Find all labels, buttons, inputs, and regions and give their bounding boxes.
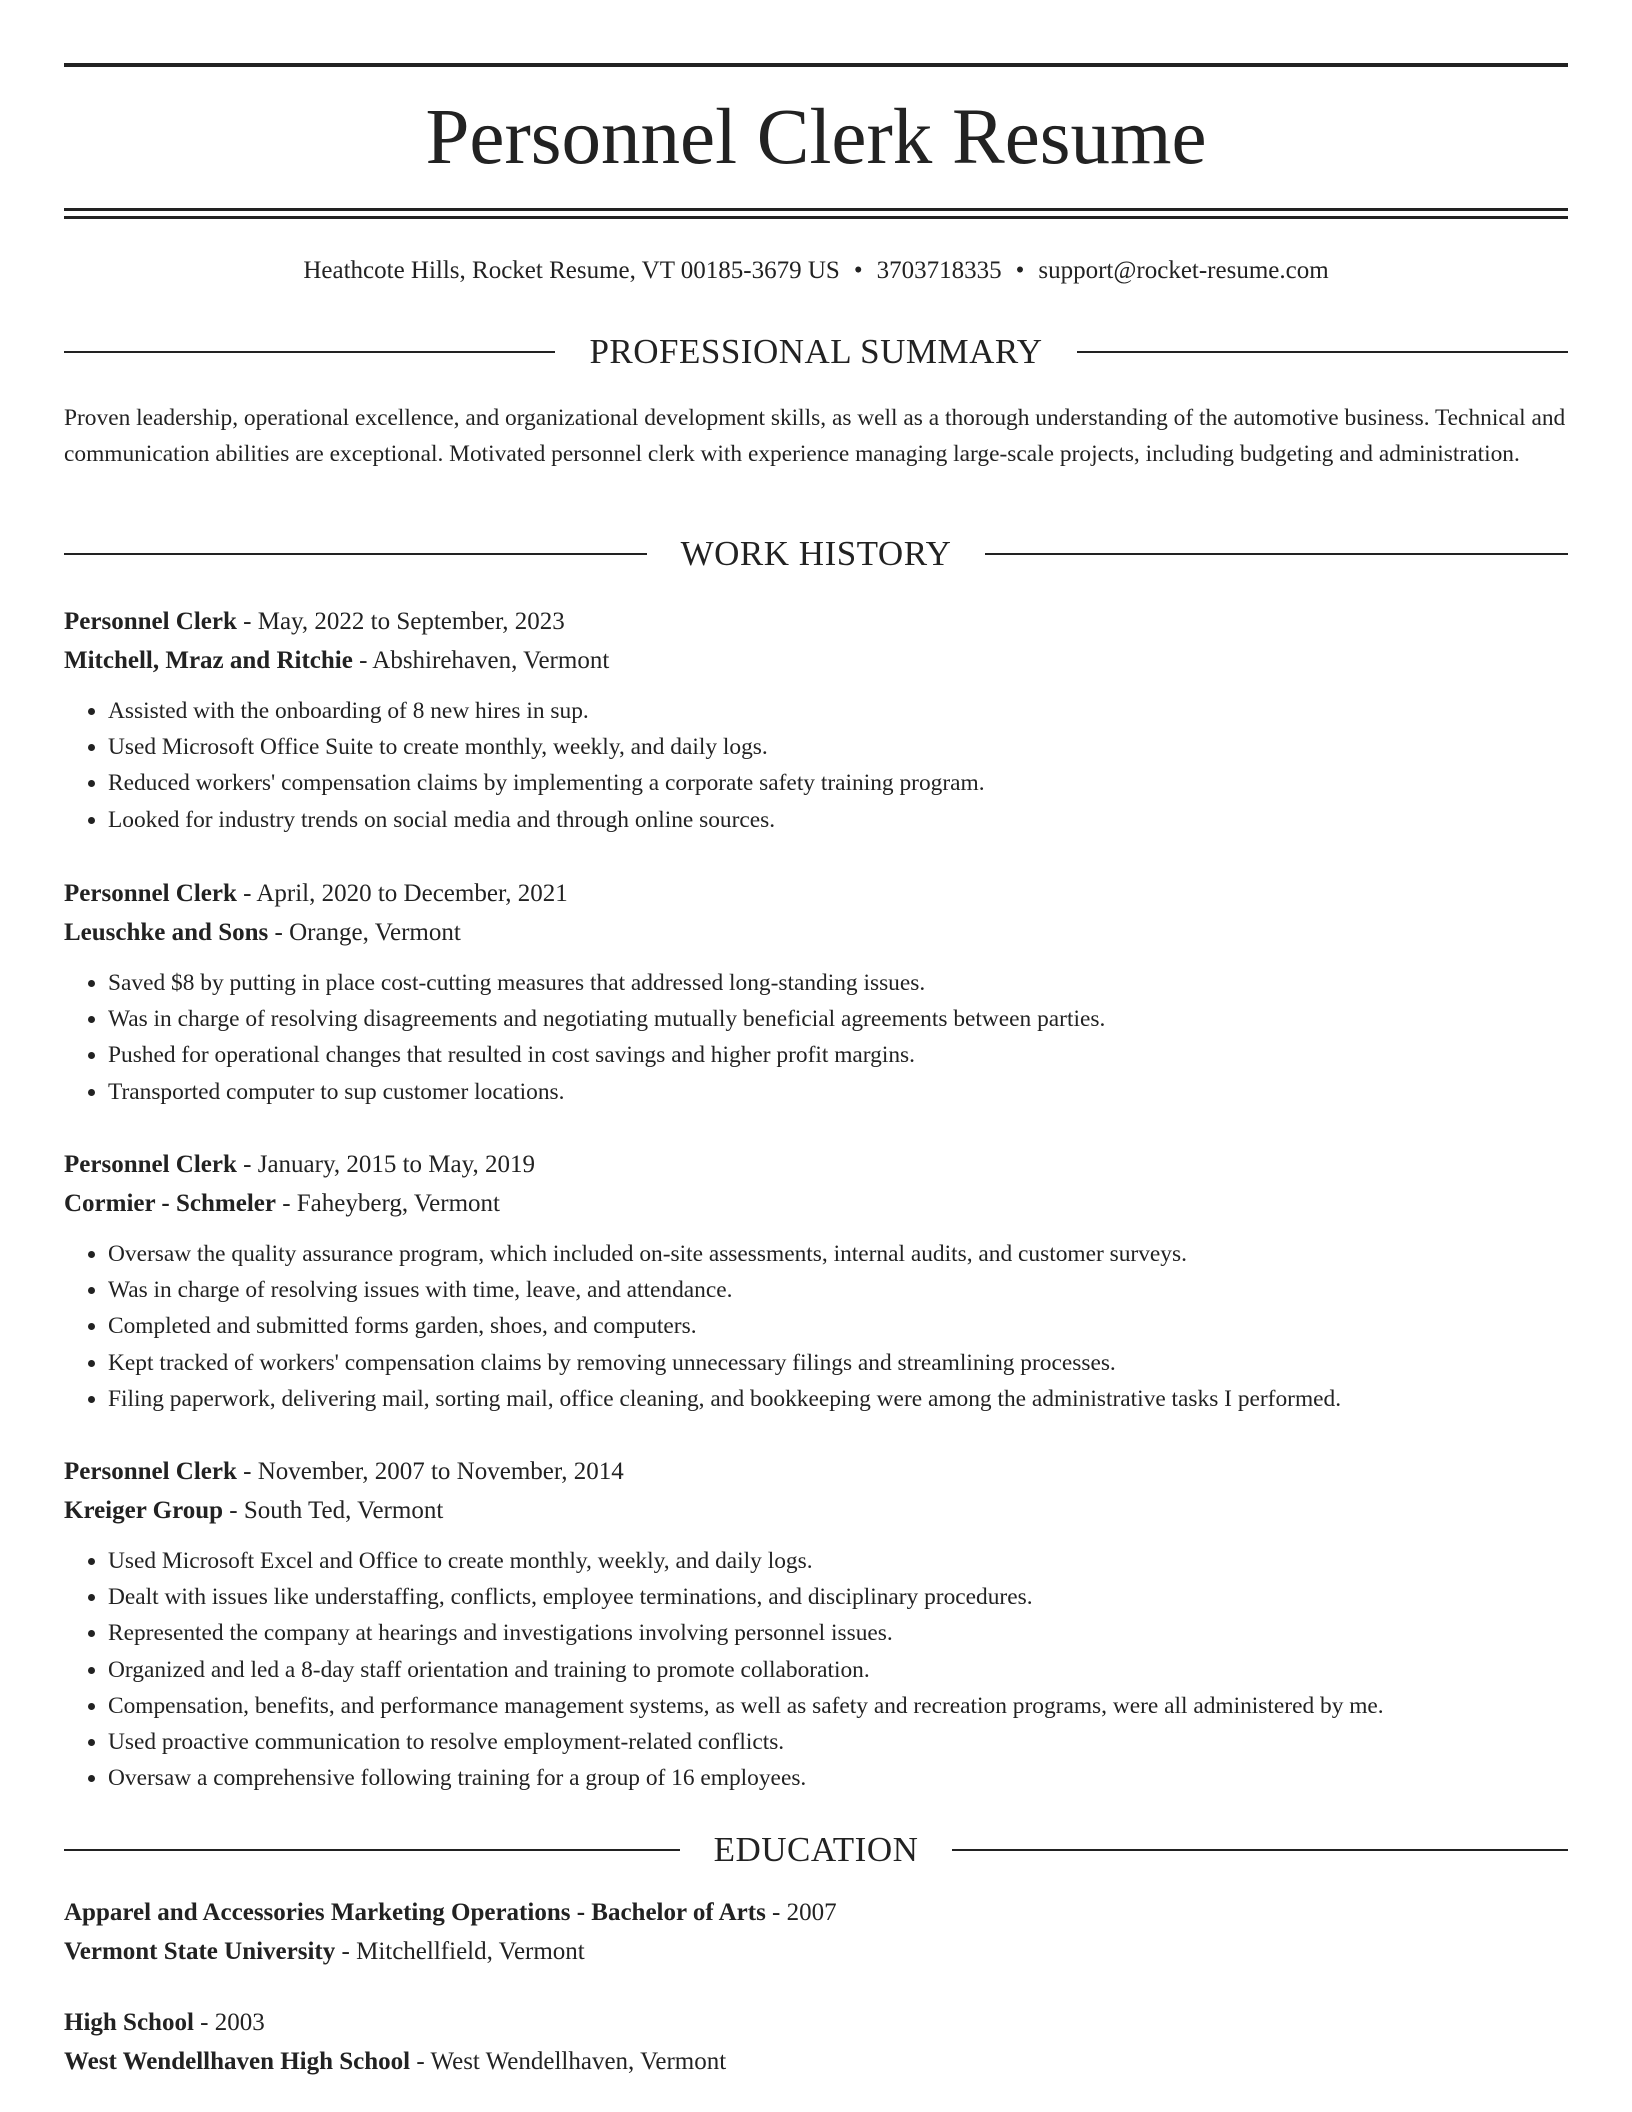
job-location: - Abshirehaven, Vermont [359, 647, 610, 674]
job-bullets [64, 1543, 1568, 1796]
job-title-line [64, 874, 1568, 913]
job-company-line [64, 641, 1568, 680]
heading-rule-left [64, 351, 555, 353]
job-location: - South Ted, Vermont [229, 1497, 444, 1524]
education-heading [64, 1828, 1568, 1872]
job-bullet: • Was in charge of resolving disagreements and negotiating mutually beneficial agreements between parties. [108, 1001, 1568, 1037]
education-year: - 2007 [772, 1899, 837, 1926]
job-bullet: • Kept tracked of workers' compensation claims by removing unnecessary filings and streamlining processes. [108, 1345, 1568, 1381]
job-bullet: • Pushed for operational changes that resulted in cost savings and higher profit margins. [108, 1037, 1568, 1073]
heading-rule-right [1077, 351, 1568, 353]
work-history-heading [64, 532, 1568, 576]
job-bullet: • Completed and submitted forms garden, shoes, and computers. [108, 1308, 1568, 1344]
education-year: - 2003 [200, 2009, 265, 2036]
job-bullet: • Reduced workers' compensation claims by implementing a corporate safety training program. [108, 765, 1568, 801]
job-bullet: • Compensation, benefits, and performance management systems, as well as safety and recreation programs, were all administered by me. [108, 1688, 1568, 1724]
contact-separator: • [1015, 257, 1025, 284]
job-bullet: • Was in charge of resolving issues with time, leave, and attendance. [108, 1272, 1568, 1308]
education-school: West Wendellhaven High School [64, 2048, 411, 2075]
job-bullet: • Oversaw a comprehensive following training for a group of 16 employees. [108, 1760, 1568, 1796]
education-entry [64, 2003, 1568, 2081]
education-degree: High School [64, 2009, 194, 2036]
job-bullet: • Looked for industry trends on social media and through online sources. [108, 802, 1568, 838]
summary-heading-label: PROFESSIONAL SUMMARY [589, 332, 1043, 371]
contact-separator: • [853, 257, 863, 284]
job-title: Personnel Clerk [64, 880, 237, 907]
job-bullet: • Assisted with the onboarding of 8 new hires in sup. [108, 693, 1568, 729]
summary-text: Proven leadership, operational excellence, and organizational development skills, as well as a thorough understanding of the automotive business. Technical and communication abilities are exceptional. Motivated personnel clerk with experience managing large-scale projects, including budgeting and administration. [64, 405, 1566, 467]
work-history-heading-label: WORK HISTORY [680, 534, 952, 573]
job-dates: - May, 2022 to September, 2023 [243, 608, 565, 635]
heading-rule-right [952, 1849, 1568, 1851]
contact-email: support@rocket-resume.com [1038, 257, 1329, 284]
education-location: - Mitchellfield, Vermont [341, 1938, 585, 1965]
job-title: Personnel Clerk [64, 1151, 237, 1178]
title-rule-lower [64, 216, 1568, 219]
education-school-line [64, 2042, 1568, 2081]
job-bullet: • Transported computer to sup customer locations. [108, 1074, 1568, 1110]
job-company: Mitchell, Mraz and Ritchie [64, 647, 353, 674]
job-bullet: • Represented the company at hearings and investigations involving personnel issues. [108, 1615, 1568, 1651]
job-title: Personnel Clerk [64, 1458, 237, 1485]
job-company: Kreiger Group [64, 1497, 224, 1524]
job-company: Cormier - Schmeler [64, 1190, 276, 1217]
job-title-line [64, 1145, 1568, 1184]
education-entry [64, 1893, 1568, 1971]
contact-phone: 3703718335 [876, 257, 1002, 284]
job-bullet: • Used Microsoft Excel and Office to create monthly, weekly, and daily logs. [108, 1543, 1568, 1579]
education-degree-line [64, 1893, 1568, 1932]
contact-address: Heathcote Hills, Rocket Resume, VT 00185-3679 US [303, 257, 840, 284]
job-dates: - January, 2015 to May, 2019 [243, 1151, 535, 1178]
job-bullet: • Oversaw the quality assurance program, which included on-site assessments, internal audits, and customer surveys. [108, 1236, 1568, 1272]
job-bullet: • Used Microsoft Office Suite to create monthly, weekly, and daily logs. [108, 729, 1568, 765]
job-location: - Faheyberg, Vermont [282, 1190, 500, 1217]
heading-rule-right [985, 553, 1568, 555]
page-title: Personnel Clerk Resume [425, 94, 1207, 181]
job-company: Leuschke and Sons [64, 919, 269, 946]
job-title: Personnel Clerk [64, 608, 237, 635]
job-location: - Orange, Vermont [274, 919, 461, 946]
job-bullet: • Used proactive communication to resolve employment-related conflicts. [108, 1724, 1568, 1760]
job-dates: - April, 2020 to December, 2021 [243, 880, 568, 907]
summary-heading [64, 330, 1568, 374]
contact-line [64, 254, 1568, 288]
job-bullet: • Dealt with issues like understaffing, conflicts, employee terminations, and disciplinary procedures. [108, 1579, 1568, 1615]
job-bullet: • Organized and led a 8-day staff orientation and training to promote collaboration. [108, 1652, 1568, 1688]
job-company-line [64, 913, 1568, 952]
job-bullets [64, 693, 1568, 838]
job-entry [64, 1452, 1568, 1796]
education-school-line [64, 1932, 1568, 1971]
job-title-line [64, 1452, 1568, 1491]
job-company-line [64, 1184, 1568, 1223]
job-bullets [64, 1236, 1568, 1417]
education-location: - West Wendellhaven, Vermont [416, 2048, 727, 2075]
education-school: Vermont State University [64, 1938, 336, 1965]
job-entry [64, 874, 1568, 1110]
job-title-line [64, 602, 1568, 641]
job-company-line [64, 1491, 1568, 1530]
job-entry [64, 602, 1568, 838]
education-degree-line [64, 2003, 1568, 2042]
job-dates: - November, 2007 to November, 2014 [243, 1458, 624, 1485]
job-entry [64, 1145, 1568, 1417]
job-bullet: • Saved $8 by putting in place cost-cutting measures that addressed long-standing issues. [108, 965, 1568, 1001]
job-bullets [64, 965, 1568, 1110]
education-heading-label: EDUCATION [713, 1830, 919, 1869]
top-rule [64, 63, 1568, 67]
education-degree: Apparel and Accessories Marketing Operations - Bachelor of Arts [64, 1899, 766, 1926]
job-bullet: • Filing paperwork, delivering mail, sorting mail, office cleaning, and bookkeeping were among the administrative tasks I performed. [108, 1381, 1568, 1417]
title-rule-upper [64, 208, 1568, 211]
heading-rule-left [64, 1849, 680, 1851]
heading-rule-left [64, 553, 647, 555]
